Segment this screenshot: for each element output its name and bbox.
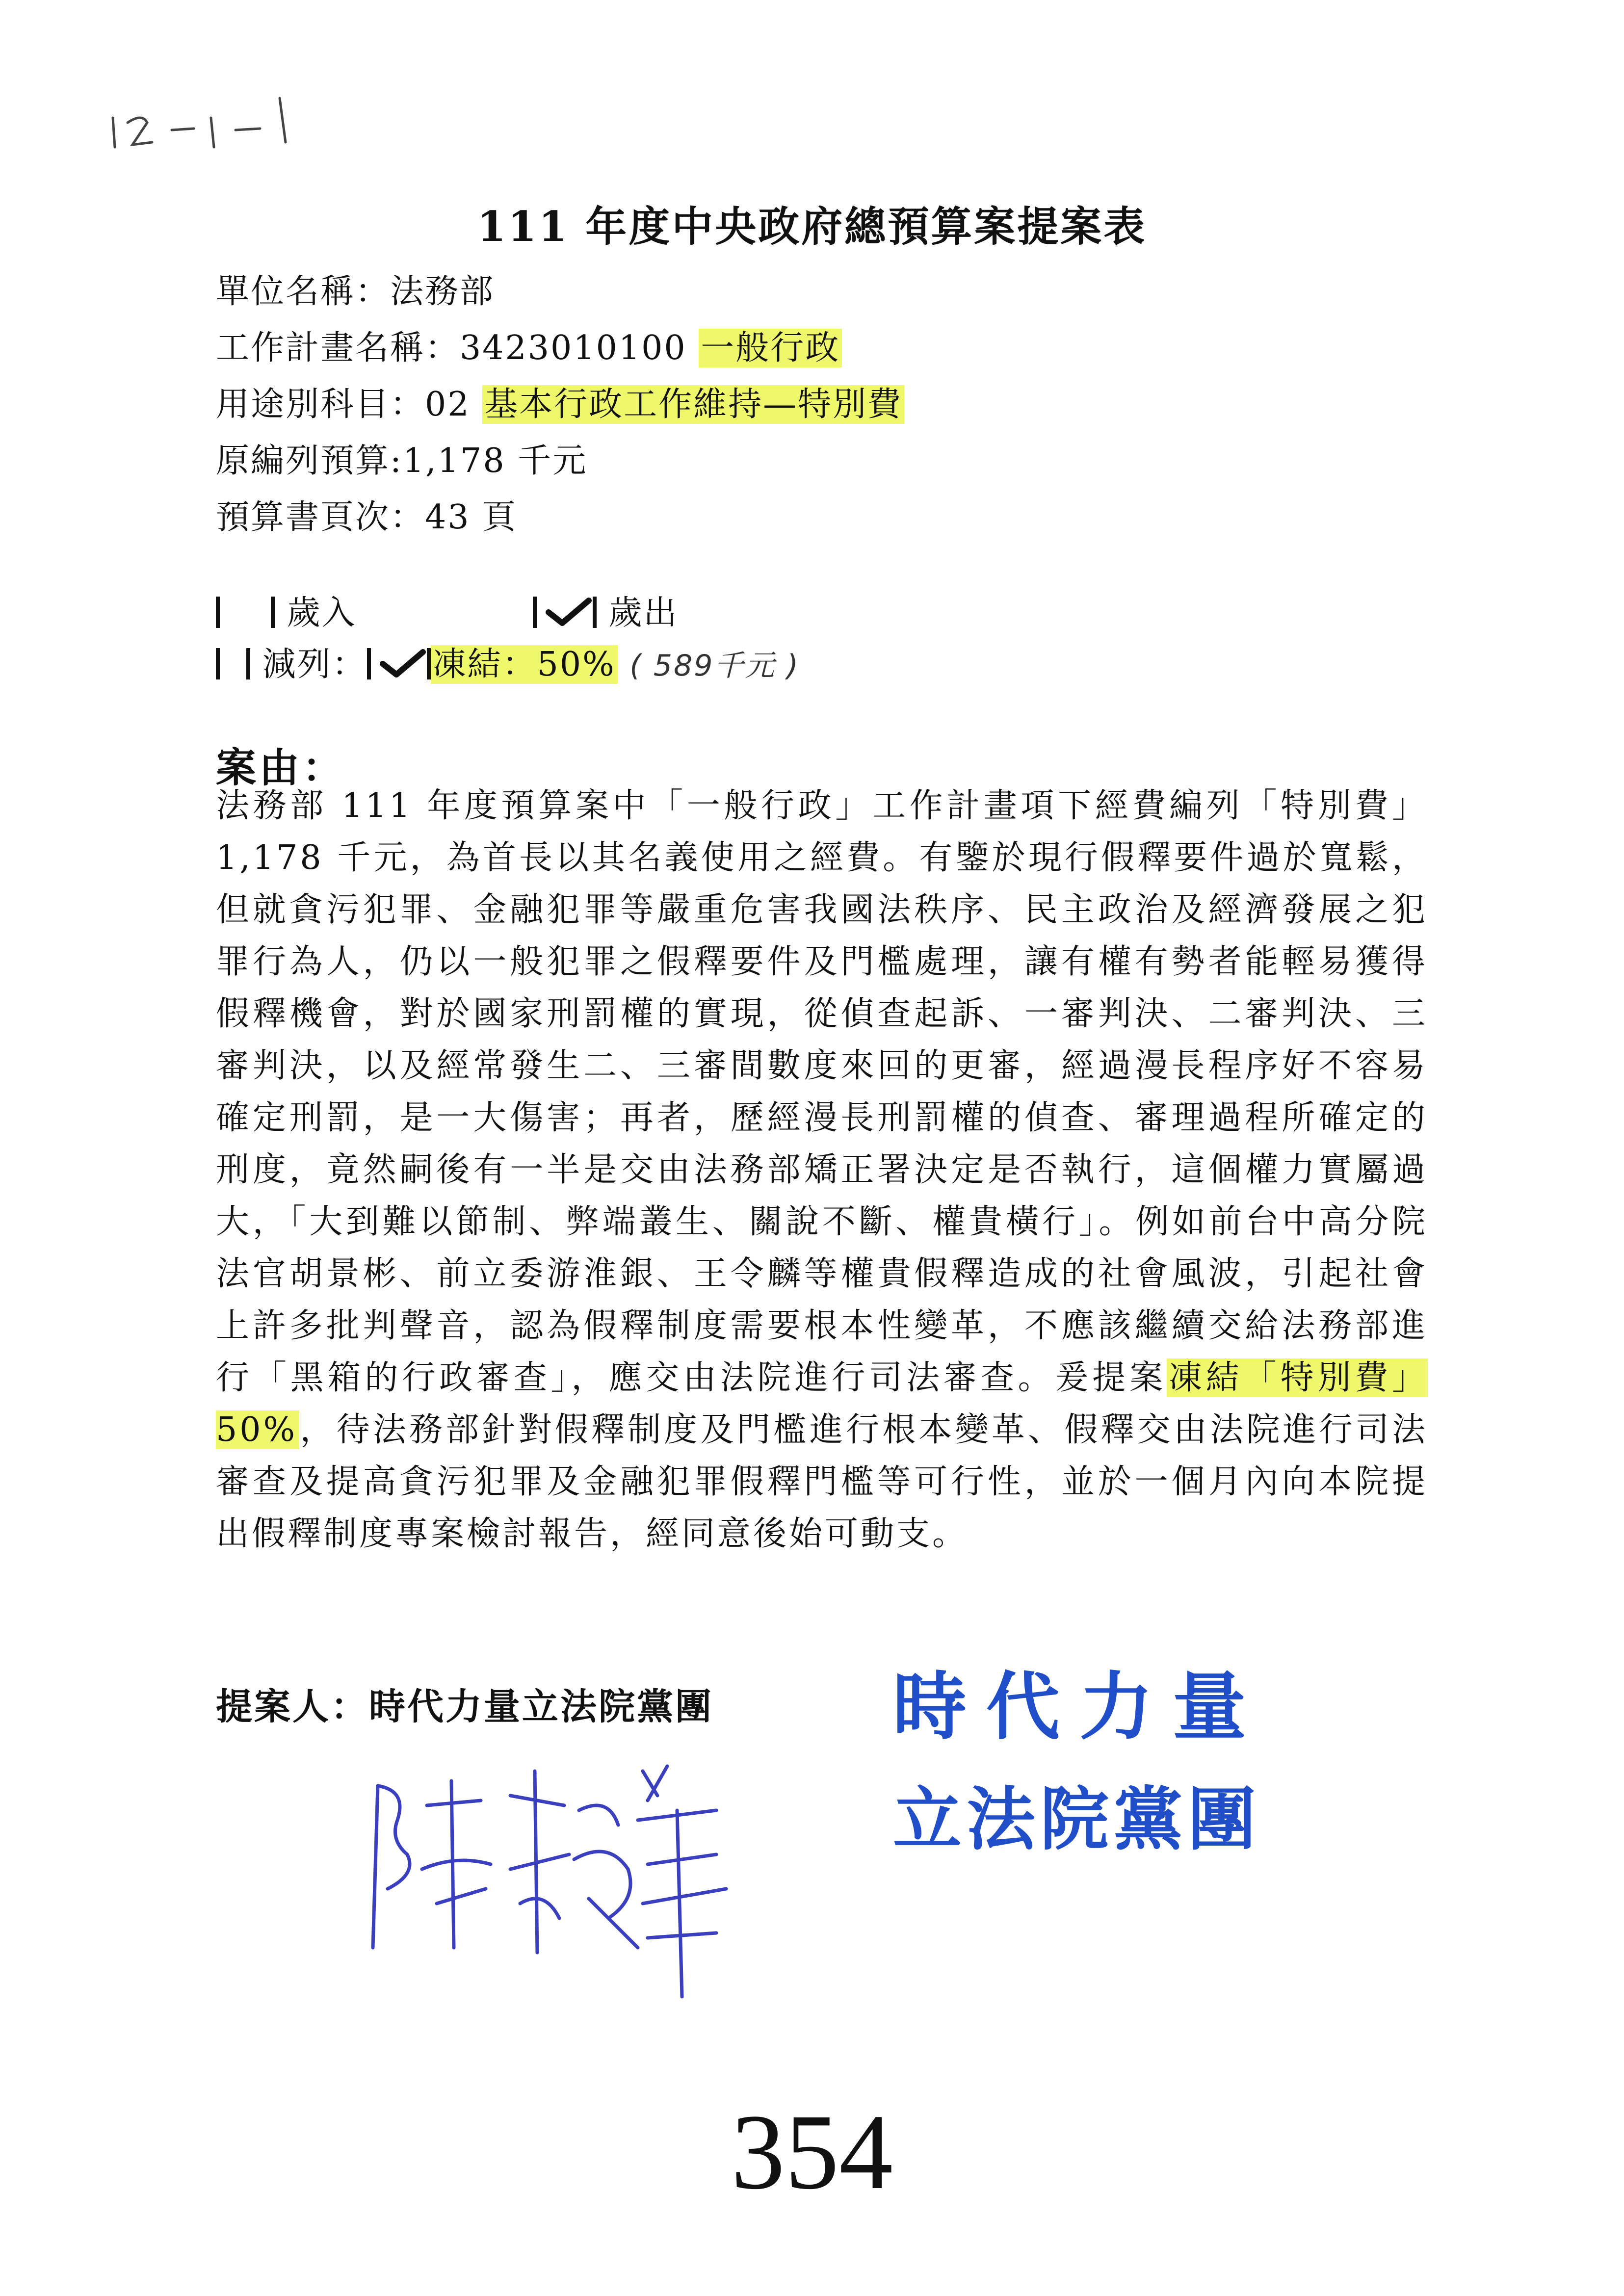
handwritten-signature xyxy=(343,1742,785,2018)
category-row xyxy=(216,586,679,634)
reason-heading: 案由： xyxy=(216,744,346,791)
freeze-checkbox[interactable] xyxy=(367,648,431,679)
cut-label: 減列： xyxy=(262,645,367,684)
plan-name-highlight: 一般行政 xyxy=(699,329,842,367)
reason-body xyxy=(216,780,1428,1560)
subject-highlight: 基本行政工作維持—特別費 xyxy=(482,385,904,424)
budget-page-ref: 預算書頁次：43 頁 xyxy=(216,498,518,537)
checkmark-icon xyxy=(378,649,427,678)
proposer: 提案人：時代力量立法院黨團 xyxy=(216,1686,713,1728)
page-title: 111 年度中央政府總預算案提案表 xyxy=(477,202,1147,251)
freeze-label: 凍結：50% xyxy=(431,645,618,684)
expenditure-checkbox[interactable] xyxy=(533,597,597,628)
original-budget: 原編列預算:1,178 千元 xyxy=(216,442,588,480)
page-number: 354 xyxy=(731,2092,893,2212)
handwritten-note xyxy=(103,83,309,159)
unit-name: 單位名稱：法務部 xyxy=(216,272,495,311)
reason-text-part2: ，待法務部針對假釋制度及門檻進行根本變革、假釋交由法院進行司法審查及提高貪污犯罪及金融犯罪假釋門檻等可行性，並於一個月內向本院提出假釋制度專案檢討報告，經同意後始可動支。 xyxy=(216,1410,1428,1553)
cut-checkbox[interactable] xyxy=(216,648,250,679)
revenue-label: 歲入 xyxy=(287,594,357,632)
seal-line-1: 時代力量 xyxy=(893,1665,1266,1750)
plan-name-field xyxy=(216,321,842,369)
handwritten-note-strokes xyxy=(103,83,309,157)
revenue-checkbox[interactable] xyxy=(216,597,275,628)
party-seal xyxy=(893,1658,1354,1869)
subject-prefix: 用途別科目：02 xyxy=(216,385,483,424)
reason-highlight: 凍結「特別費」50% xyxy=(216,1358,1428,1449)
expenditure-label: 歲出 xyxy=(608,594,679,632)
action-row xyxy=(216,638,800,685)
freeze-amount-note: ( 589千元 ) xyxy=(629,649,800,683)
subject-field xyxy=(216,378,904,425)
plan-name-prefix: 工作計畫名稱：3423010100 xyxy=(216,329,699,367)
seal-line-2: 立法院黨團 xyxy=(893,1780,1261,1860)
checkmark-icon xyxy=(544,598,593,627)
signature-strokes xyxy=(343,1742,785,2016)
reason-text-part1: 法務部 111 年度預算案中「一般行政」工作計畫項下經費編列「特別費」1,178 千元，為首長以其名義使用之經費。有鑒於現行假釋要件過於寬鬆，但就貪污犯罪、金融犯罪等嚴重危害我國法秩序、民主政治及經濟發展之犯罪行為人，仍以一般犯罪之假釋要件及門檻處理，讓有權有勢者能輕易獲得假釋機會，對於國家刑罰權的實現，從偵查起訴、一審判決、二審判決、三審判決，以及經常發生二、三審間數度來回的更審，經過漫長程序好不容易確定刑罰，是一大傷害；再者，歷經漫長刑罰權的偵查、審理過程所確定的刑度，竟然嗣後有一半是交由法務部矯正署決定是否執行，這個權力實屬過大，「大到難以節制、弊端叢生、關說不斷、權貴橫行」。例如前台中高分院法官胡景彬、前立委游淮銀、王令麟等權貴假釋造成的社會風波，引起社會上許多批判聲音，認為假釋制度需要根本性變革，不應該繼續交給法務部進行「黑箱的行政審查」，應交由法院進行司法審查。爰提案 xyxy=(216,786,1428,1397)
